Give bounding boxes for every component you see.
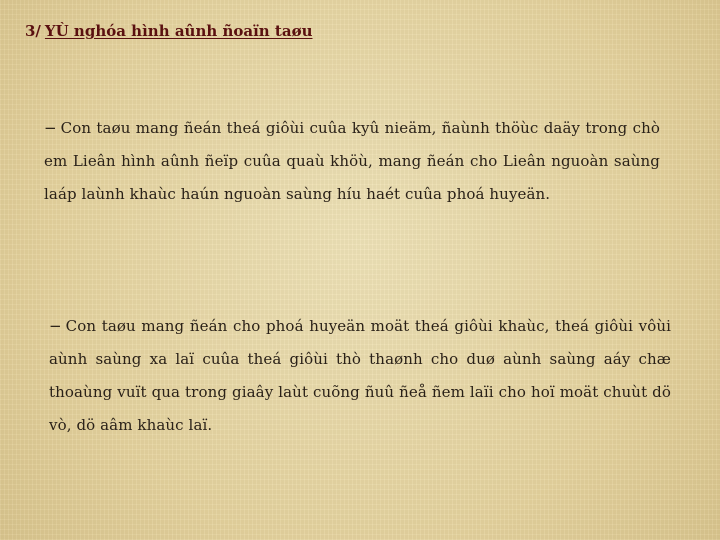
bullet-dash: −	[44, 119, 57, 137]
paragraph-2-text: Con taøu mang ñeán cho phoá huyeän moät theá giôùi khaùc, theá giôùi vôùi aùnh saùng xa laï cuûa theá giôùi thò thaønh cho duø aùnh saùng aáy chæ thoaùng vuït qua trong giaây laùt cuõng ñuû ñeå ñem laïi cho hoï moät chuùt dö vò, dö aâm khaùc laï.	[49, 317, 671, 434]
title-number: 3/	[25, 22, 41, 40]
slide-title	[25, 22, 313, 40]
paragraph-2	[49, 310, 671, 442]
bullet-dash: −	[49, 317, 62, 335]
paragraph-1-text: Con taøu mang ñeán theá giôùi cuûa kyû nieäm, ñaùnh thöùc daäy trong chò em Lieân hình aûnh ñeïp cuûa quaù khöù, mang ñeán cho Lieân nguoàn saùng laáp laùnh khaùc haún nguoàn saùng híu haét cuûa phoá huyeän.	[44, 119, 660, 203]
title-text: YÙ nghóa hình aûnh ñoaïn taøu	[44, 22, 313, 40]
paragraph-1	[44, 112, 660, 211]
